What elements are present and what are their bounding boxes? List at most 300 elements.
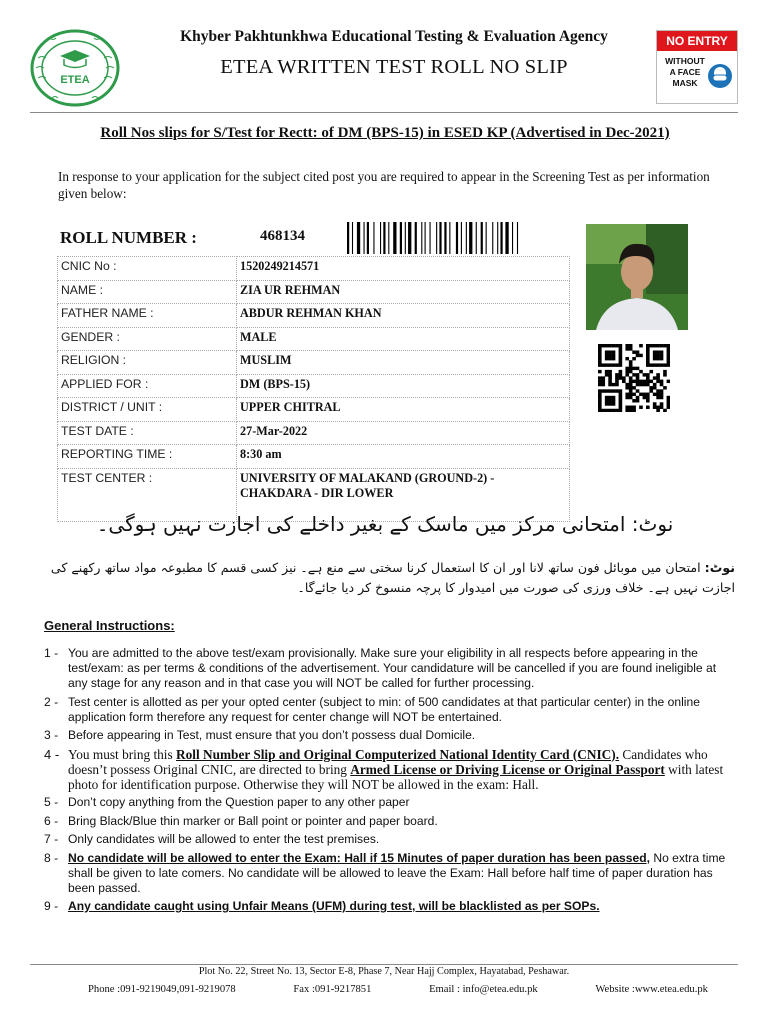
qr-module [615, 363, 619, 366]
qr-module [643, 393, 647, 396]
instruction-fragment: You must bring this [68, 746, 173, 762]
qr-module [653, 350, 657, 353]
qr-module [646, 383, 650, 386]
qr-module [619, 363, 623, 366]
instruction-fragment: Candidates who doesn’t possess Original CNIC, are directed to bring [68, 746, 708, 777]
barcode-bar [421, 222, 422, 254]
qr-module [656, 389, 660, 392]
urdu-warning-label: نوٹ: [704, 560, 735, 575]
qr-module [663, 370, 667, 373]
qr-module [601, 344, 605, 347]
barcode-bar [486, 222, 487, 254]
qr-module [636, 383, 640, 386]
qr-module [608, 409, 612, 412]
qr-module [619, 376, 623, 379]
qr-module [625, 357, 629, 360]
footer-fax: Fax :091-9217851 [293, 984, 372, 995]
qr-module [656, 409, 660, 412]
qr-module [605, 389, 609, 392]
qr-module [667, 363, 670, 366]
qr-module [619, 389, 623, 392]
table-row [58, 257, 570, 281]
qr-module [608, 370, 612, 373]
barcode-bar [400, 222, 402, 254]
qr-module [646, 357, 650, 360]
qr-module [598, 380, 602, 383]
barcode-bar [383, 222, 385, 254]
qr-module [639, 383, 643, 386]
barcode-bar [505, 222, 508, 254]
qr-module [625, 367, 629, 370]
qr-module [608, 376, 612, 379]
list-item [44, 814, 734, 829]
instruction-text [68, 747, 734, 792]
qr-module [625, 344, 629, 347]
qr-module [608, 344, 612, 347]
qr-module [632, 357, 636, 360]
qr-module [660, 393, 664, 396]
qr-module [667, 396, 670, 399]
qr-module [639, 393, 643, 396]
qr-module [598, 363, 602, 366]
detail-value: MALE [237, 327, 570, 351]
barcode-bar [466, 222, 467, 254]
qr-module [598, 402, 602, 405]
qr-module [622, 376, 626, 379]
qr-module [643, 373, 647, 376]
qr-module [605, 354, 609, 357]
qr-module [605, 370, 609, 373]
barcode-bar [357, 222, 360, 254]
instruction-number: 3 - [44, 728, 59, 742]
instruction-number: 7 - [44, 832, 59, 846]
instruction-text: You are admitted to the above test/exam provisionally. Make sure your eligibility in all respects before appearing in the test/exam: as per terms & conditions of the advertisement. Your candidature will be cancelled if you are found ineligible at any stage for any reason and in that case you will NOT be called for further processing. [68, 646, 717, 690]
qr-module [667, 354, 670, 357]
instruction-emphasis: Armed License or Driving License or Original Passport [350, 761, 665, 777]
qr-module [643, 396, 647, 399]
qr-module [653, 363, 657, 366]
qr-module [629, 406, 633, 409]
barcode-bar [492, 222, 493, 254]
qr-module [660, 350, 664, 353]
qr-module [636, 399, 640, 402]
mask-sign-line: WITHOUT [665, 56, 705, 66]
qr-module [663, 409, 667, 412]
qr-module [653, 354, 657, 357]
qr-module [625, 386, 629, 389]
detail-label: DISTRICT / UNIT : [58, 398, 237, 422]
barcode-bar [456, 222, 458, 254]
qr-module [619, 373, 623, 376]
footer-address: Plot No. 22, Street No. 13, Sector E-8, Phase 7, Near Hajj Complex, Hayatabad, Peshawar. [198, 966, 570, 977]
qr-module [625, 396, 629, 399]
qr-module [653, 383, 657, 386]
list-item [44, 646, 734, 691]
barcode-bar [425, 222, 426, 254]
barcode-bar [439, 222, 441, 254]
qr-module [612, 383, 616, 386]
qr-module [636, 396, 640, 399]
qr-module [619, 393, 623, 396]
qr-module [653, 406, 657, 409]
qr-module [653, 386, 657, 389]
qr-module [656, 354, 660, 357]
qr-module [636, 373, 640, 376]
qr-module [629, 380, 633, 383]
qr-module [660, 357, 664, 360]
urdu-mask-note: نوٹ: امتحانی مرکز میں ماسک کے بغیر داخلے کی اجازت نہیں ہوگی۔ [96, 512, 674, 536]
agency-name: Khyber Pakhtunkhwa Educational Testing & Evaluation Agency [180, 28, 608, 45]
footer-website: Website :www.etea.edu.pk [595, 984, 708, 995]
qr-module [639, 380, 643, 383]
instruction-text [68, 899, 734, 914]
qr-module [632, 380, 636, 383]
no-entry-mask-sign [656, 30, 738, 104]
qr-module [605, 363, 609, 366]
instruction-text: Before appearing in Test, must ensure that you don’t possess dual Domicile. [68, 728, 476, 742]
qr-module [629, 370, 633, 373]
qr-module [639, 344, 643, 347]
qr-module [646, 363, 650, 366]
qr-module [629, 344, 633, 347]
footer-email: Email : info@etea.edu.pk [429, 984, 538, 995]
qr-module [608, 357, 612, 360]
qr-module [667, 360, 670, 363]
qr-module [632, 386, 636, 389]
qr-module [653, 376, 657, 379]
qr-module [649, 363, 653, 366]
urdu-mobile-warning [40, 558, 735, 598]
header-divider [30, 112, 738, 113]
qr-module [636, 354, 640, 357]
mask-sign-line: MASK [672, 78, 698, 88]
qr-module [656, 393, 660, 396]
qr-module [629, 360, 633, 363]
qr-module [639, 406, 643, 409]
qr-module [656, 363, 660, 366]
qr-module [619, 409, 623, 412]
qr-module [608, 363, 612, 366]
barcode-bar [393, 222, 396, 254]
qr-module [598, 354, 602, 357]
barcode-bar [388, 222, 389, 254]
list-item [44, 728, 734, 743]
qr-module [598, 399, 602, 402]
qr-module [625, 347, 629, 350]
qr-module [629, 383, 633, 386]
qr-module [598, 383, 602, 386]
qr-module [598, 350, 602, 353]
table-row [58, 421, 570, 445]
qr-module [601, 383, 605, 386]
instruction-text [68, 851, 734, 896]
qr-module [612, 363, 616, 366]
qr-module [629, 386, 633, 389]
instruction-emphasis: No candidate will be allowed to enter the Exam: Hall if 15 Minutes of paper duration has been passed, [68, 850, 650, 865]
list-item [44, 899, 734, 914]
qr-module [625, 393, 629, 396]
instruction-number: 8 - [44, 850, 59, 865]
qr-module [660, 402, 664, 405]
qr-module [601, 409, 605, 412]
qr-module [660, 396, 664, 399]
qr-module [667, 406, 670, 409]
qr-module [619, 357, 623, 360]
roll-number-label: ROLL NUMBER : [60, 228, 197, 247]
qr-module [646, 376, 650, 379]
detail-value: MUSLIM [237, 351, 570, 375]
qr-module [667, 347, 670, 350]
instruction-fragment: No extra time shall be given to late comers. No candidate will be allowed to leave the Exam: Hall before half time of paper duration has been passed. [68, 850, 726, 895]
qr-module [636, 380, 640, 383]
qr-module [646, 344, 650, 347]
qr-module [649, 344, 653, 347]
qr-module [598, 357, 602, 360]
qr-module [601, 376, 605, 379]
detail-label: CNIC No : [58, 257, 237, 281]
instruction-text: Don’t copy anything from the Question paper to any other paper [68, 795, 410, 809]
instruction-text: Only candidates will be allowed to enter the test premises. [68, 832, 380, 846]
qr-module [619, 402, 623, 405]
detail-label: TEST CENTER : [58, 468, 237, 521]
barcode-bar [367, 222, 369, 254]
qr-module [629, 376, 633, 379]
barcode-bar [405, 222, 406, 254]
detail-value: ABDUR REHMAN KHAN [237, 304, 570, 328]
qr-module [653, 393, 657, 396]
instruction-number: 2 - [44, 694, 59, 709]
qr-module [615, 383, 619, 386]
roll-number-value: 468134 [260, 228, 305, 244]
qr-code [598, 344, 670, 412]
qr-module [660, 344, 664, 347]
qr-module [629, 389, 633, 392]
qr-module [629, 409, 633, 412]
qr-module [663, 344, 667, 347]
qr-module [643, 383, 647, 386]
post-heading: Roll Nos slips for S/Test for Rectt: of DM (BPS-15) in ESED KP (Advertised in Dec-2021) [100, 125, 670, 141]
qr-module [619, 396, 623, 399]
qr-module [646, 393, 650, 396]
qr-module [612, 344, 616, 347]
instruction-number: 4 - [44, 746, 60, 762]
barcode [347, 222, 572, 254]
qr-module [663, 363, 667, 366]
qr-module [615, 344, 619, 347]
qr-module [656, 396, 660, 399]
qr-module [608, 383, 612, 386]
qr-module [656, 380, 660, 383]
qr-module [632, 367, 636, 370]
instruction-number: 6 - [44, 813, 59, 828]
qr-module [619, 360, 623, 363]
instruction-text: Test center is allotted as per your opted center (subject to min: of 500 candidates at that particular center) in the online application form therefore any request for center change will NOT be entertained. [68, 694, 700, 724]
qr-module [632, 409, 636, 412]
qr-module [667, 399, 670, 402]
barcode-bar [469, 222, 472, 254]
qr-module [653, 357, 657, 360]
detail-value: UPPER CHITRAL [237, 398, 570, 422]
qr-module [619, 354, 623, 357]
detail-value: DM (BPS-15) [237, 374, 570, 398]
logo-text: ETEA [60, 74, 90, 86]
qr-module [639, 370, 643, 373]
qr-module [636, 367, 640, 370]
qr-module [598, 406, 602, 409]
qr-module [598, 347, 602, 350]
table-row [58, 445, 570, 469]
candidate-details-table [57, 256, 570, 522]
qr-module [598, 389, 602, 392]
qr-module [646, 380, 650, 383]
qr-module [615, 373, 619, 376]
qr-module [629, 347, 633, 350]
detail-value: UNIVERSITY OF MALAKAND (GROUND-2) - CHAKDARA - DIR LOWER [237, 468, 570, 521]
qr-module [646, 350, 650, 353]
qr-module [619, 406, 623, 409]
qr-module [660, 383, 664, 386]
general-instructions-heading: General Instructions: [44, 618, 175, 633]
qr-module [653, 344, 657, 347]
detail-label: NAME : [58, 280, 237, 304]
qr-module [605, 373, 609, 376]
detail-value: ZIA UR REHMAN [237, 280, 570, 304]
qr-module [656, 376, 660, 379]
qr-module [612, 409, 616, 412]
qr-module [667, 402, 670, 405]
qr-module [615, 409, 619, 412]
qr-module [598, 344, 602, 347]
qr-module [608, 399, 612, 402]
barcode-bar [364, 222, 365, 254]
qr-module [646, 360, 650, 363]
qr-module [632, 373, 636, 376]
qr-module [625, 383, 629, 386]
table-row [58, 304, 570, 328]
qr-module [625, 373, 629, 376]
qr-module [629, 396, 633, 399]
mask-sign-line: A FACE [669, 67, 701, 77]
qr-module [636, 376, 640, 379]
qr-module [656, 373, 660, 376]
qr-module [612, 357, 616, 360]
qr-module [646, 373, 650, 376]
barcode-bar [449, 222, 450, 254]
qr-module [619, 347, 623, 350]
list-item [44, 832, 734, 847]
qr-module [629, 367, 633, 370]
qr-module [632, 406, 636, 409]
qr-module [636, 389, 640, 392]
qr-module [643, 380, 647, 383]
footer-phone: Phone :091-9219049,091-9219078 [88, 984, 236, 995]
table-row [58, 280, 570, 304]
barcode-bar [461, 222, 462, 254]
qr-module [646, 396, 650, 399]
detail-label: REPORTING TIME : [58, 445, 237, 469]
barcode-bar [517, 222, 518, 254]
instruction-number: 1 - [44, 646, 59, 660]
barcode-bar [408, 222, 411, 254]
qr-module [656, 406, 660, 409]
qr-module [653, 402, 657, 405]
barcode-bar [415, 222, 417, 254]
barcode-bar [444, 222, 446, 254]
qr-module [656, 344, 660, 347]
qr-module [601, 389, 605, 392]
qr-module [598, 370, 602, 373]
etea-logo [30, 28, 120, 108]
qr-module [598, 409, 602, 412]
mask-sign-text [663, 56, 707, 89]
qr-module [608, 389, 612, 392]
qr-module [608, 402, 612, 405]
qr-module [663, 373, 667, 376]
qr-module [649, 386, 653, 389]
list-item [44, 695, 734, 725]
detail-label: FATHER NAME : [58, 304, 237, 328]
qr-module [608, 396, 612, 399]
urdu-warning-text: امتحان میں موبائل فون ساتھ لانا اور ان کا استعمال کرنا سختی سے منع ہے۔ نیز کسی قسم کا مطبوعہ مواد ساتھ رکھنے کی اجازت نہیں ہے۔ خلاف ورزی کی صورت میں امیدوار کا پرچہ منسوخ کر دیا جائےگا۔ [50, 560, 735, 595]
barcode-bar [481, 222, 483, 254]
footer-contact [88, 984, 708, 995]
qr-module [598, 360, 602, 363]
detail-value: 1520249214571 [237, 257, 570, 281]
barcode-bar [347, 222, 349, 254]
table-row [58, 398, 570, 422]
qr-module [612, 389, 616, 392]
qr-module [598, 393, 602, 396]
qr-module [612, 399, 616, 402]
qr-module [625, 406, 629, 409]
qr-module [667, 344, 670, 347]
intro-text: In response to your application for the subject cited post you are required to appear in the Screening Test as per information given below: [58, 169, 710, 201]
face-mask-icon [707, 58, 733, 98]
qr-module [646, 399, 650, 402]
qr-module [622, 380, 626, 383]
barcode-bar [512, 222, 513, 254]
instructions-list [44, 646, 734, 918]
qr-module [598, 376, 602, 379]
qr-module [629, 393, 633, 396]
qr-module [660, 406, 664, 409]
detail-label: APPLIED FOR : [58, 374, 237, 398]
detail-label: TEST DATE : [58, 421, 237, 445]
qr-module [656, 357, 660, 360]
candidate-photo [586, 224, 688, 330]
qr-module [605, 399, 609, 402]
detail-label: GENDER : [58, 327, 237, 351]
qr-module [601, 363, 605, 366]
qr-module [636, 350, 640, 353]
instruction-text: Bring Black/Blue thin marker or Ball point or pointer and paper board. [68, 813, 438, 828]
qr-module [612, 402, 616, 405]
qr-module [615, 376, 619, 379]
qr-module [660, 363, 664, 366]
qr-module [605, 396, 609, 399]
qr-module [629, 363, 633, 366]
qr-module [660, 380, 664, 383]
list-item [44, 795, 734, 810]
qr-module [639, 354, 643, 357]
qr-module [605, 350, 609, 353]
barcode-bar [373, 222, 374, 254]
qr-module [632, 393, 636, 396]
qr-module [608, 354, 612, 357]
qr-module [625, 370, 629, 373]
detail-value: 27-Mar-2022 [237, 421, 570, 445]
qr-module [608, 380, 612, 383]
